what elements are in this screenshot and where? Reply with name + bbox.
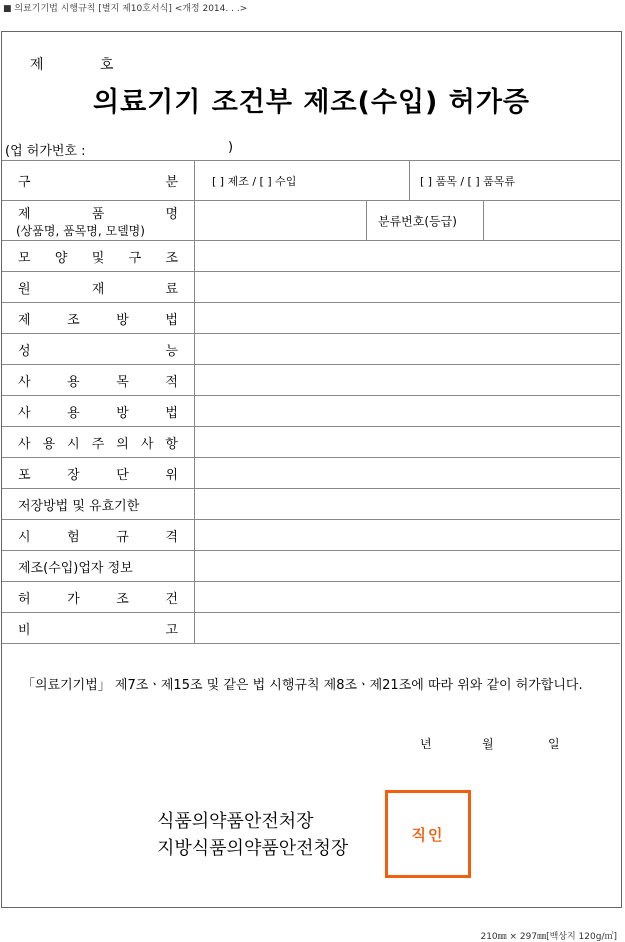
label-material: 원 재 료	[2, 272, 195, 302]
label-storage: 저장방법 및 유효기한	[2, 489, 195, 519]
row-product	[2, 200, 620, 240]
row-packaging	[2, 457, 620, 488]
issuer-regional: 지방식품의약품안전청장	[157, 838, 349, 859]
row-test-spec	[2, 519, 620, 550]
page-title: 의료기기 조건부 제조(수입) 허가증	[92, 87, 531, 118]
ho-label: 호	[100, 57, 114, 73]
divider	[409, 161, 410, 200]
label-category: 구 분	[2, 161, 195, 200]
label-method: 제 조 방 법	[2, 303, 195, 333]
row-remarks	[2, 612, 620, 643]
row-conditions	[2, 581, 620, 612]
label-class-number: 분류번호(등급)	[378, 214, 457, 228]
label-product: 제 품 명 (상품명, 품목명, 모델명)	[2, 201, 195, 240]
label-purpose: 사 용 목 적	[2, 365, 195, 395]
certificate-number-line	[30, 54, 114, 74]
label-test-spec: 시 험 규 격	[2, 520, 195, 550]
option-item-itemgroup[interactable]: [ ] 품목 / [ ] 품목류	[420, 174, 515, 188]
label-remarks: 비 고	[2, 613, 195, 643]
divider	[483, 201, 484, 240]
issuer-block	[157, 808, 348, 862]
divider	[366, 201, 367, 240]
table-bottom-border	[2, 643, 620, 644]
paper-size-note: 210㎜ × 297㎜[백상지 120g/㎡]	[480, 932, 617, 942]
seal-text: 직인	[411, 825, 445, 844]
row-usage	[2, 395, 620, 426]
label-shape: 모 양 및 구 조	[2, 241, 195, 271]
row-caution	[2, 426, 620, 457]
date-day: 일	[548, 737, 560, 751]
label-caution: 사 용 시 주 의 사 항	[2, 427, 195, 457]
row-maker-info	[2, 550, 620, 581]
row-material	[2, 271, 620, 302]
label-usage: 사 용 방 법	[2, 396, 195, 426]
option-manufacture-import[interactable]: [ ] 제조 / [ ] 수입	[212, 174, 297, 188]
label-performance: 성 능	[2, 334, 195, 364]
label-maker-info: 제조(수입)업자 정보	[2, 551, 195, 581]
permit-number-close: )	[228, 140, 234, 155]
row-category	[2, 160, 620, 200]
row-purpose	[2, 364, 620, 395]
label-conditions: 허 가 조 건	[2, 582, 195, 612]
permit-form	[1, 31, 622, 908]
form-reference: ■ 의료기기법 시행규칙 [별지 제10호서식] <개정 2014. . .>	[3, 4, 248, 14]
official-seal	[385, 790, 471, 878]
label-packaging: 포 장 단 위	[2, 458, 195, 488]
row-storage	[2, 488, 620, 519]
permit-number-label: (업 허가번호 :	[5, 144, 86, 159]
permit-number-line	[5, 140, 234, 159]
row-method	[2, 302, 620, 333]
date-month: 월	[482, 737, 494, 751]
issuer-mfds: 식품의약품안전처장	[157, 811, 314, 832]
date-year: 년	[420, 737, 432, 751]
no-label: 제	[30, 57, 44, 73]
row-shape	[2, 240, 620, 271]
row-performance	[2, 333, 620, 364]
legal-basis-text: 「의료기기법」 제7조ㆍ제15조 및 같은 법 시행규칙 제8조ㆍ제21조에 따라 위와 같이 허가합니다.	[22, 678, 583, 693]
